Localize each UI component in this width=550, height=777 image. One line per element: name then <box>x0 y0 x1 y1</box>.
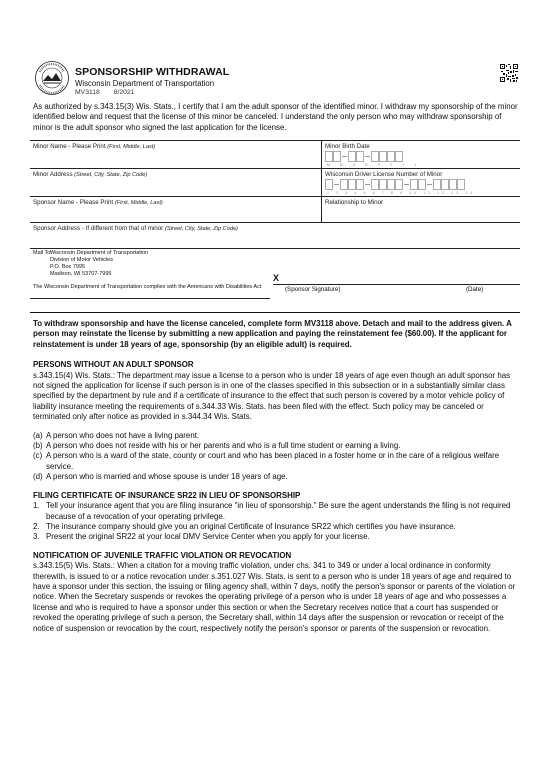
minor-birth-date-label: Minor Birth Date <box>325 143 370 150</box>
sponsor-name-hint: (First, Middle, Last) <box>114 200 163 206</box>
mail-address <box>50 250 170 278</box>
license-number-label: Wisconsin Driver License Number of Minor <box>325 171 443 178</box>
birth-date-boxes[interactable] <box>325 151 403 162</box>
eligible-person-list <box>33 431 521 483</box>
license-number-positions: 1 2 3 4 5 6 7 8 9 10 11 12 13 14 <box>327 191 476 195</box>
address-line: P.O. Box 7995 <box>50 264 86 270</box>
relationship-field[interactable] <box>325 199 383 206</box>
withdrawal-instructions: To withdraw sponsorship and have the license canceled, complete form MV3118 above. Detach and mail to the address given. A person may reinstate the license by submitting a new application and paying the reinstatement fee ($60.00). If the applicant for reinstatement is under 18 years of age, sponsorship (by an eligible adult) is required. <box>33 319 512 349</box>
date-label: (Date) <box>466 286 484 293</box>
column-divider <box>321 140 322 222</box>
detach-line <box>30 312 520 313</box>
persons-without-heading: PERSONS WITHOUT AN ADULT SPONSOR <box>33 360 194 370</box>
form-title: SPONSORSHIP WITHDRAWAL <box>75 66 230 78</box>
sr22-heading: FILING CERTIFICATE OF INSURANCE SR22 IN LIEU OF SPONSORSHIP <box>33 490 301 500</box>
minor-address-field[interactable] <box>33 171 147 178</box>
divider <box>30 222 520 223</box>
notification-heading: NOTIFICATION OF JUVENILE TRAFFIC VIOLATION OR REVOCATION <box>33 550 292 560</box>
form-id <box>75 89 147 96</box>
list-item: (a) A person who does not have a living parent. <box>33 430 200 440</box>
sponsor-name-field[interactable] <box>33 199 163 206</box>
relationship-label: Relationship to Minor <box>325 199 384 206</box>
license-number-boxes[interactable] <box>325 179 465 190</box>
sr22-steps <box>33 501 521 543</box>
form-number: MV3118 <box>75 89 100 96</box>
mail-to-label: Mail To: <box>33 250 52 256</box>
notification-body: s.343.15(5) Wis. Stats.: When a citation for a moving traffic violation, under chs. 341 to 349 or under a local ordinance in conformity therewith, is issued to or a notice revocation under s.351.027 Wis. Stats. is sent to a person who is under 18 years of age and required to have a sponsor under this section, the issuing or filing agency shall, within 7 days, notify the person's sponsor or parents of the violation or notice. When the Secretary suspends or revokes the operating privilege of a person who is under 18 years of age and who possesses a license and who is required to have a sponsor under this section or when the Secretary receives notice that a court has suspended or revoked the operating privilege of such a person, the Secretary shall, within 14 days after the suspension or revocation or receipt of the notice of suspension or revocation by the court, respectively notify the person's sponsor or parents of the suspension or revocation. <box>33 561 516 633</box>
minor-address-hint: (Street, City, State, Zip Code) <box>74 172 148 178</box>
address-line: Madison, WI 53707-7995 <box>50 271 112 277</box>
instructions-section <box>33 319 521 634</box>
sponsor-address-label: Sponsor Address - If different from that of minor <box>33 225 164 232</box>
minor-name-field[interactable] <box>33 143 155 150</box>
qr-code-icon <box>500 64 518 82</box>
persons-without-body: s.343.15(4) Wis. Stats.: The department may issue a license to a person who is under 18 years of age even though an adult sponsor has not signed the application for license if such person is in one of the classes specified in this subsection or in a substantially similar class specified by the department by rule and if a certificate of insurance to the effect that such person is covered by a motor vehicle policy of liability insurance meeting the requirements of s.344.33 Wis. Stats. has been filed with the effect. Such policy may be canceled or terminated only after notice as provided in s.344.34 Wis. Stats. <box>33 370 511 422</box>
address-line: Wisconsin Department of Transportation <box>50 250 149 256</box>
list-item: 1. Tell your insurance agent that you are filing insurance "in lieu of sponsorship." Be sure the agent understands the filing is not required because of a revocation of your operating privilege. <box>33 501 511 521</box>
list-item: (b) A person who does not reside with his or her parents and who is a full time student or earning a living. <box>33 441 401 451</box>
list-item: 2. The insurance company should give you an original Certificate of Insurance SR22 which certifies you have insurance. <box>33 521 456 531</box>
list-item: (c) A person who is a ward of the state, county or court and who has been placed in a foster home or in the care of a religious welfare service. <box>33 451 500 471</box>
minor-address-label: Minor Address <box>33 171 73 178</box>
department-name: Wisconsin Department of Transportation <box>75 79 215 88</box>
sponsor-signature-label: (Sponsor Signature) <box>285 286 341 293</box>
divider <box>30 298 270 299</box>
wisdot-seal-icon <box>34 60 70 96</box>
certification-statement: As authorized by s.343.15(3) Wis. Stats., I certify that I am the adult sponsor of the identified minor. I withdraw my sponsorship of the minor identified below and request that the license of this minor be canceled. I understand the only person who may withdraw sponsorship of minor is the adult sponsor who signed the last application for the license. <box>33 102 518 132</box>
minor-name-label: Minor Name - Please Print <box>33 143 106 150</box>
sponsor-address-hint: (Street, City, State, Zip Code) <box>164 226 238 232</box>
birth-date-format: M M D D Y Y Y Y <box>327 163 422 167</box>
minor-name-hint: (First, Middle, Last) <box>107 144 156 150</box>
list-item: 3. Present the original SR22 at your local DMV Service Center when you apply for your license. <box>33 532 370 542</box>
signature-x-mark: X <box>273 273 280 283</box>
divider <box>30 248 520 249</box>
form-date: 8/2021 <box>113 89 135 96</box>
divider <box>30 168 520 169</box>
sponsor-name-label: Sponsor Name - Please Print <box>33 199 114 206</box>
divider <box>30 140 520 141</box>
ada-statement: The Wisconsin Department of Transportation complies with the Americans with Disabilities Act <box>33 284 262 290</box>
signature-line[interactable] <box>273 284 520 285</box>
address-line: Division of Motor Vehicles <box>50 257 113 263</box>
sponsor-address-field[interactable] <box>33 225 238 232</box>
list-item: (d) A person who is married and whose spouse is under 18 years of age. <box>33 472 288 482</box>
divider <box>30 196 520 197</box>
